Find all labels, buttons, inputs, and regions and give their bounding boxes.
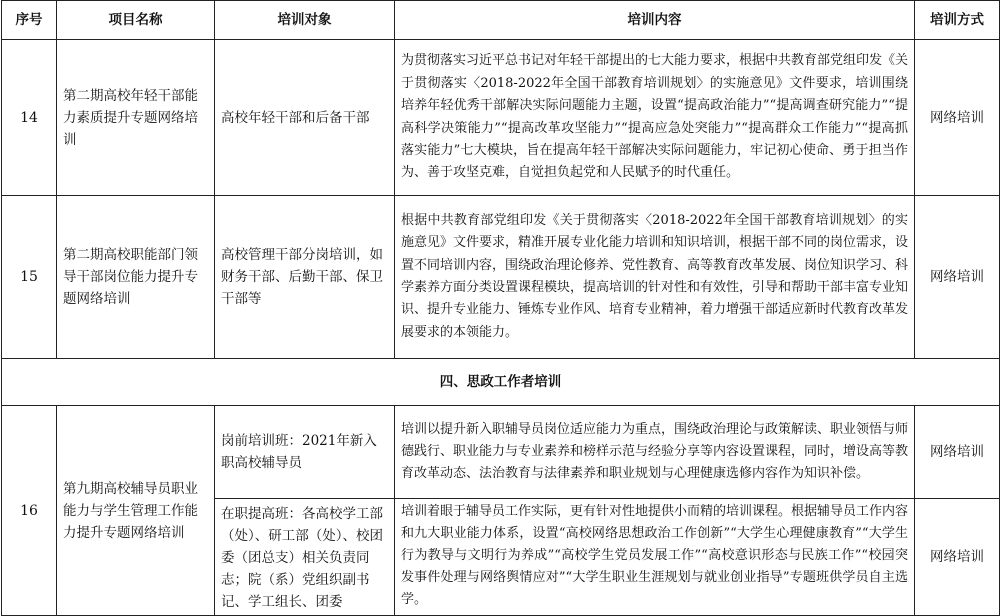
row-project: 第二期高校年轻干部能力素质提升专题网络培训 bbox=[57, 40, 215, 196]
table-header-row bbox=[2, 1, 1000, 40]
row-method: 网络培训 bbox=[915, 40, 1000, 196]
row-content: 培训着眼于辅导员工作实际，更有针对性地提供小而精的培训课程。根据辅导员工作内容和九大职业能力体系，设置“高校网络思想政治工作创新”“大学生心理健康教育”“大学生行为教导与文明行为养成”“高校学生党员发展工作”“高校意识形态与民族工作”“校园突发事件处理与网络舆情应对”“大学生职业生涯规划与就业创业指导”专题班供学员自主选学。 bbox=[395, 499, 915, 616]
row-seq: 15 bbox=[2, 196, 57, 359]
row-method: 网络培训 bbox=[915, 196, 1000, 359]
row-target: 高校管理干部分岗培训，如财务干部、后勤干部、保卫干部等 bbox=[215, 196, 395, 359]
header-content: 培训内容 bbox=[395, 1, 915, 40]
table-row bbox=[2, 40, 1000, 196]
row-project: 第二期高校职能部门领导干部岗位能力提升专题网络培训 bbox=[57, 196, 215, 359]
table-row bbox=[2, 406, 1000, 499]
header-project: 项目名称 bbox=[57, 1, 215, 40]
row-project: 第九期高校辅导员职业能力与学生管理工作能力提升专题网络培训 bbox=[57, 406, 215, 616]
row-method: 网络培训 bbox=[915, 499, 1000, 616]
row-target: 岗前培训班：2021年新入职高校辅导员 bbox=[215, 406, 395, 499]
row-seq: 16 bbox=[2, 406, 57, 616]
section-row bbox=[2, 359, 1000, 406]
header-target: 培训对象 bbox=[215, 1, 395, 40]
row-target: 高校年轻干部和后备干部 bbox=[215, 40, 395, 196]
training-table bbox=[1, 0, 1000, 616]
row-target: 在职提高班：各高校学工部（处）、研工部（处）、校团委（团总支）相关负责同志；院（系）党组织副书记、学工组长、团委 bbox=[215, 499, 395, 616]
table-row bbox=[2, 196, 1000, 359]
header-method: 培训方式 bbox=[915, 1, 1000, 40]
row-content: 培训以提升新入职辅导员岗位适应能力为重点，围绕政治理论与政策解读、职业领悟与师德践行、职业能力与专业素养和榜样示范与经验分享等内容设置课程，同时，增设高等教育改革动态、法治教育与法律素养和职业规划与心理健康选修内容作为知识补偿。 bbox=[395, 406, 915, 499]
row-content: 根据中共教育部党组印发《关于贯彻落实〈2018-2022年全国干部教育培训规划〉的实施意见》文件要求，精准开展专业化能力培训和知识培训，根据干部不同的岗位需求，设置不同培训内容，围绕政治理论修养、党性教育、高等教育改革发展、岗位知识学习、科学素养方面分类设置课程模块，提高培训的针对性和有效性，引导和帮助干部丰富专业知识、提升专业能力、锤炼专业作风、培育专业精神，着力增强干部适应新时代教育改革发展要求的本领能力。 bbox=[395, 196, 915, 359]
row-content: 为贯彻落实习近平总书记对年轻干部提出的七大能力要求，根据中共教育部党组印发《关于贯彻落实〈2018-2022年全国干部教育培训规划〉的实施意见》文件要求，培训围绕培养年轻优秀干部解决实际问题能力主题，设置“提高政治能力”“提高调查研究能力”“提高科学决策能力”“提高改革攻坚能力”“提高应急处突能力”“提高群众工作能力”“提高抓落实能力”七大模块，旨在提高年轻干部解决实际问题能力，牢记初心使命、勇于担当作为、善于攻坚克难，自觉担负起党和人民赋予的时代重任。 bbox=[395, 40, 915, 196]
row-seq: 14 bbox=[2, 40, 57, 196]
section-title: 四、思政工作者培训 bbox=[2, 359, 1000, 406]
row-method: 网络培训 bbox=[915, 406, 1000, 499]
header-seq: 序号 bbox=[2, 1, 57, 40]
